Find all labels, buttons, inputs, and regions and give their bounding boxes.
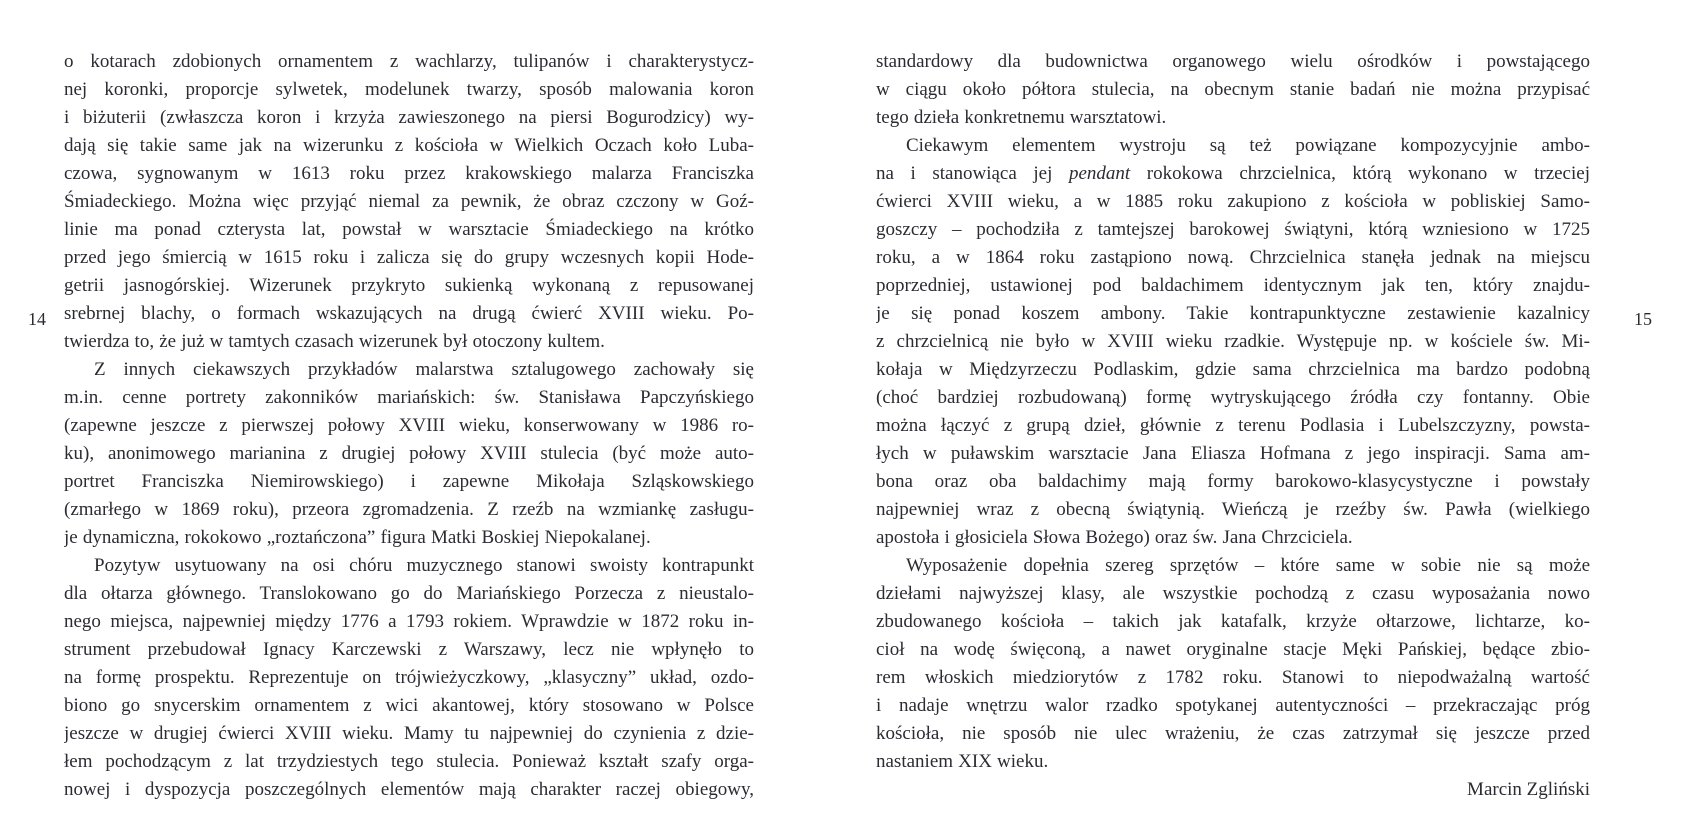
text-line: portret Franciszka Niemirowskiego) i zapewne Mikołaja Szląskowskiego bbox=[64, 471, 754, 492]
text-line: tego dzieła konkretnemu warsztatowi. bbox=[876, 107, 1167, 128]
text-line: kościoła, nie sposób nie ulec wrażeniu, że czas zatrzymał się jeszcze przed bbox=[876, 723, 1590, 744]
text-line: m.in. cenne portrety zakonników mariańskich: św. Stanisława Papczyńskiego bbox=[64, 387, 754, 408]
text-line: zbudowanego kościoła – takich jak katafalk, krzyże ołtarzowe, lichtarze, ko- bbox=[876, 611, 1590, 632]
text-line: dają się takie same jak na wizerunku z kościoła w Wielkich Oczach koło Luba- bbox=[64, 135, 754, 156]
text-line: przed jego śmiercią w 1615 roku i zalicza się do grupy wczesnych kopii Hode- bbox=[64, 247, 754, 268]
text-line: standardowy dla budownictwa organowego wielu ośrodków i powstającego bbox=[876, 51, 1590, 72]
text-line: z chrzcielnicą nie było w XVIII wieku rzadkie. Występuje np. w kościele św. Mi- bbox=[876, 331, 1590, 352]
text-line: łem pochodzącym z lat trzydziestych tego stulecia. Ponieważ kształt szafy orga- bbox=[64, 751, 754, 772]
text-line: apostoła i głosiciela Słowa Bożego) oraz św. Jana Chrzciciela. bbox=[876, 527, 1353, 548]
text-line: je dynamiczna, rokokowo „roztańczona” figura Matki Boskiej Niepokalanej. bbox=[64, 527, 651, 548]
text-line: Śmiadeckiego. Można więc przyjąć niemal za pewnik, że obraz czczony w Goź- bbox=[64, 191, 754, 212]
text-line: biono go snycerskim ornamentem z wici akantowej, który stosowano w Polsce bbox=[64, 695, 754, 716]
text-line: dla ołtarza głównego. Translokowano go do Mariańskiego Porzecza z nieustalo- bbox=[64, 583, 754, 604]
text-line: na formę prospektu. Reprezentuje on trójwieżyczkowy, „klasyczny” układ, ozdo- bbox=[64, 667, 754, 688]
text-line: dziełami najwyższej klasy, ale wszystkie pochodzą z czasu wyposażania nowo bbox=[876, 583, 1590, 604]
text-line: czowa, sygnowanym w 1613 roku przez krakowskiego malarza Franciszka bbox=[64, 163, 754, 184]
text-line: na i stanowiąca jej pendant rokokowa chrzcielnica, którą wykonano w trzeciej bbox=[876, 163, 1590, 184]
text-line: Z innych ciekawszych przykładów malarstwa sztalugowego zachowały się bbox=[94, 359, 754, 380]
text-line: goszczy – pochodziła z tamtejszej barokowej świątyni, którą wzniesiono w 1725 bbox=[876, 219, 1590, 240]
text-line: strument przebudował Ignacy Karczewski z Warszawy, lecz nie wpłynęło to bbox=[64, 639, 754, 660]
text-line: rem włoskich miedziorytów z 1782 roku. Stanowi to niepodważalną wartość bbox=[876, 667, 1590, 688]
text-line: nego miejsca, najpewniej między 1776 a 1793 rokiem. Wprawdzie w 1872 roku in- bbox=[64, 611, 754, 632]
text-line: poprzedniej, ustawionej pod baldachimem identycznym jak ten, który znajdu- bbox=[876, 275, 1590, 296]
text-line: o kotarach zdobionych ornamentem z wachlarzy, tulipanów i charakterystycz- bbox=[64, 51, 754, 72]
text-line: linie ma ponad czterysta lat, powstał w warsztacie Śmiadeckiego na krótko bbox=[64, 219, 754, 240]
text-line: roku, a w 1864 roku zastąpiono nową. Chrzcielnica stanęła jednak na miejscu bbox=[876, 247, 1590, 268]
text-line: Wyposażenie dopełnia szereg sprzętów – które same w sobie nie są może bbox=[906, 555, 1590, 576]
text-line: (choć bardziej rozbudowaną) formę wytryskującego źródła czy fontanny. Obie bbox=[876, 387, 1590, 408]
text-line: getrii jasnogórskiej. Wizerunek przykryto sukienką wykonaną z repusowanej bbox=[64, 275, 754, 296]
text-line: nej koronki, proporcje sylwetek, modelunek twarzy, sposób malowania koron bbox=[64, 79, 754, 100]
text-line: srebrnej blachy, o formach wskazujących na drugą ćwierć XVIII wieku. Po- bbox=[64, 303, 754, 324]
text-line: Ciekawym elementem wystroju są też powiązane kompozycyjnie ambo- bbox=[906, 135, 1590, 156]
text-line: (zapewne jeszcze z pierwszej połowy XVIII wieku, konserwowany w 1986 ro- bbox=[64, 415, 754, 436]
text-line: i nadaje wnętrzu walor rzadko spotykanej autentyczności – przekraczając próg bbox=[876, 695, 1590, 716]
text-line: w ciągu około półtora stulecia, na obecnym stanie badań nie można przypisać bbox=[876, 79, 1590, 100]
text-line: ćwierci XVIII wieku, a w 1885 roku zakupiono z kościoła w pobliskiej Samo- bbox=[876, 191, 1590, 212]
text-line: i biżuterii (zwłaszcza koron i krzyża zawieszonego na piersi Bogurodzicy) wy- bbox=[64, 107, 754, 128]
text-line: bona oraz oba baldachimy mają formy barokowo-klasycystyczne i powstały bbox=[876, 471, 1590, 492]
text-line: je się ponad koszem ambony. Takie kontrapunktyczne zestawienie kazalnicy bbox=[876, 303, 1590, 324]
text-line: nowej i dyspozycja poszczególnych elementów mają charakter raczej obiegowy, bbox=[64, 779, 754, 800]
text-line: można łączyć z grupą dzieł, głównie z terenu Podlasia i Lubelszczyzny, powsta- bbox=[876, 415, 1590, 436]
text-line: jeszcze w drugiej ćwierci XVIII wieku. Mamy tu najpewniej do czynienia z dzie- bbox=[64, 723, 754, 744]
text-line: Pozytyw usytuowany na osi chóru muzycznego stanowi swoisty kontrapunkt bbox=[94, 555, 754, 576]
page-14-text-column bbox=[64, 48, 754, 804]
text-line: łych w puławskim warsztacie Jana Eliasza Hofmana z jego inspiracji. Sama am- bbox=[876, 443, 1590, 464]
page-number-right: 15 bbox=[1634, 309, 1652, 329]
text-line: cioł na wodę święconą, a nawet oryginalne stacje Męki Pańskiej, będące zbio- bbox=[876, 639, 1590, 660]
page-15-text-column bbox=[876, 48, 1590, 776]
text-line: najpewniej wraz z obecną świątynią. Wieńczą je rzeźby św. Pawła (wielkiego bbox=[876, 499, 1590, 520]
text-line: ku), anonimowego marianina z drugiej połowy XVIII stulecia (być może auto- bbox=[64, 443, 754, 464]
text-line: twierdza to, że już w tamtych czasach wizerunek był otoczony kultem. bbox=[64, 331, 605, 352]
author-signature: Marcin Zgliński bbox=[1467, 779, 1590, 800]
text-line: kołaja w Międzyrzeczu Podlaskim, gdzie sama chrzcielnica ma bardzo podobną bbox=[876, 359, 1590, 380]
page-number-left: 14 bbox=[28, 309, 46, 329]
text-line: nastaniem XIX wieku. bbox=[876, 751, 1049, 772]
text-line: (zmarłego w 1869 roku), przeora zgromadzenia. Z rzeźb na wzmiankę zasługu- bbox=[64, 499, 754, 520]
